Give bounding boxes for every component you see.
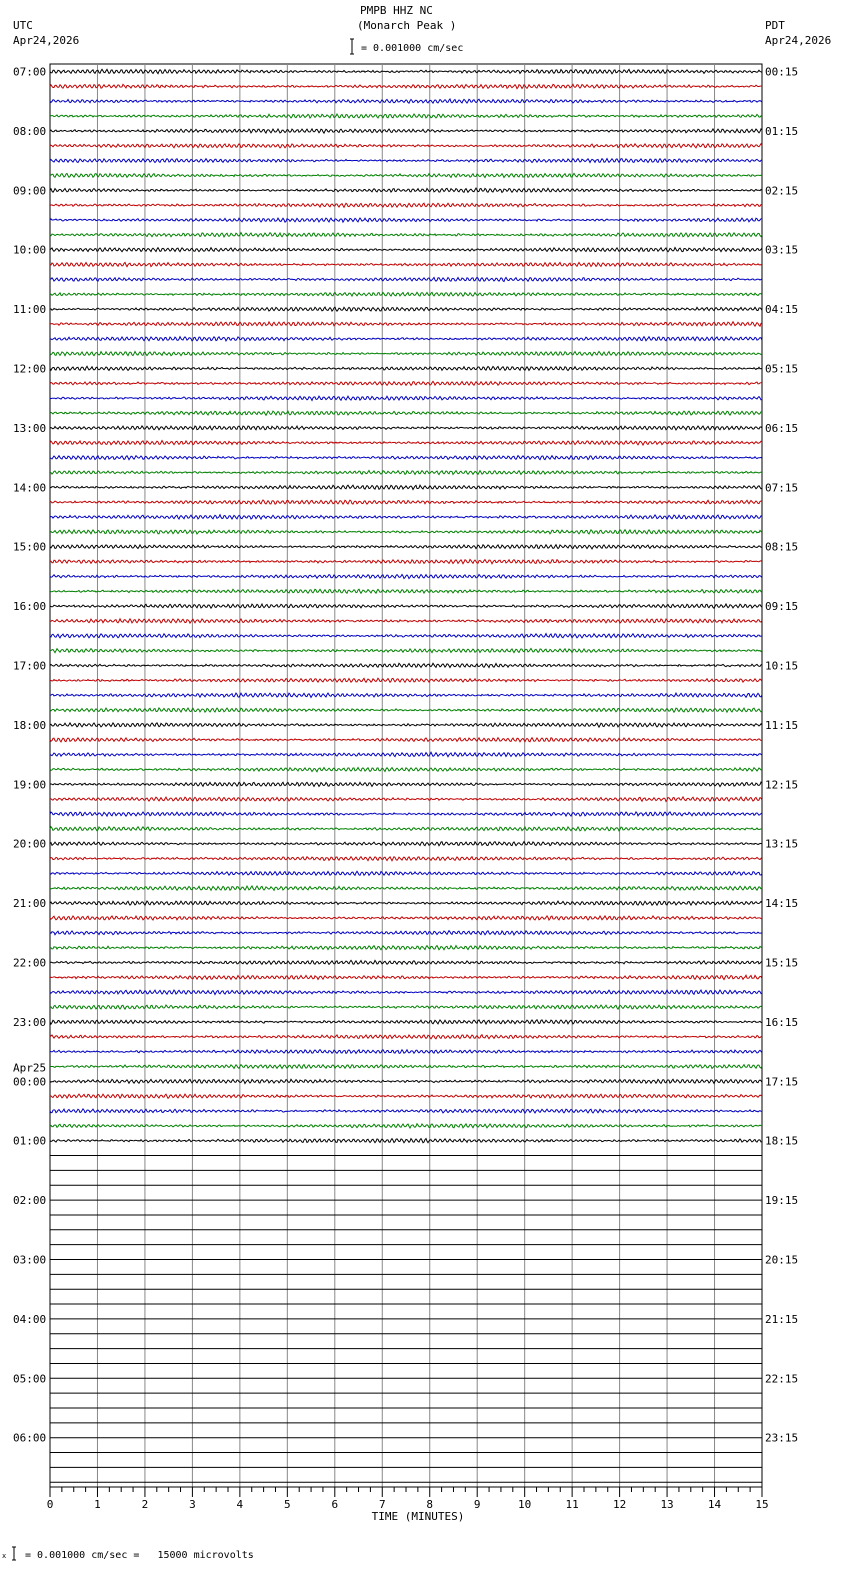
seismic-trace [50, 559, 762, 563]
station-title: PMPB HHZ NC [360, 4, 433, 17]
seismic-trace [50, 857, 762, 861]
pdt-hour-label: 11:15 [765, 718, 799, 732]
utc-hour-label: 06:00 [13, 1431, 47, 1445]
seismic-trace [50, 248, 762, 252]
utc-hour-label: 18:00 [13, 718, 47, 732]
footer-prefix: x [2, 1552, 7, 1560]
seismic-trace [50, 515, 762, 520]
seismic-trace [50, 322, 762, 326]
seismic-trace [50, 426, 762, 430]
pdt-hour-label: 20:15 [765, 1253, 799, 1267]
seismic-trace [50, 931, 762, 935]
pdt-hour-label: 05:15 [765, 362, 799, 376]
x-tick-label: 7 [378, 1498, 386, 1511]
seismic-trace [50, 812, 762, 816]
seismic-trace [50, 366, 762, 370]
x-tick-label: 3 [189, 1498, 196, 1511]
seismic-trace [50, 411, 762, 415]
seismic-trace [50, 530, 762, 534]
seismic-trace [50, 990, 762, 995]
seismic-trace [50, 292, 762, 296]
seismic-trace [50, 396, 762, 400]
x-tick-label: 13 [660, 1498, 674, 1511]
utc-hour-label: 09:00 [13, 184, 47, 198]
seismic-trace [50, 307, 762, 311]
seismic-trace [50, 1079, 762, 1083]
pdt-hour-label: 15:15 [765, 956, 799, 970]
seismic-trace [50, 159, 762, 163]
utc-hour-label: 08:00 [13, 124, 47, 138]
utc-hour-label: 14:00 [13, 481, 47, 495]
x-tick-label: 8 [426, 1498, 434, 1511]
seismic-trace [50, 619, 762, 623]
seismic-trace [50, 129, 762, 133]
utc-hour-label: 05:00 [13, 1372, 47, 1386]
pdt-hour-label: 21:15 [765, 1312, 799, 1326]
seismic-trace [50, 975, 762, 979]
seismic-trace [50, 871, 762, 875]
seismic-trace [50, 277, 762, 281]
utc-hour-label: 23:00 [13, 1015, 47, 1029]
left-timezone: UTC [13, 19, 33, 32]
x-tick-label: 2 [141, 1498, 149, 1511]
pdt-hour-label: 01:15 [765, 124, 799, 138]
seismic-trace [50, 946, 762, 950]
seismic-trace [50, 901, 762, 905]
utc-hour-label: 03:00 [13, 1253, 47, 1267]
utc-hour-label: 04:00 [13, 1312, 47, 1326]
seismic-trace [50, 188, 762, 192]
seismic-trace [50, 173, 762, 177]
pdt-hour-label: 08:15 [765, 540, 799, 554]
pdt-hour-label: 02:15 [765, 184, 799, 198]
pdt-hour-label: 07:15 [765, 481, 799, 495]
seismic-trace [50, 352, 762, 356]
seismic-trace [50, 84, 762, 88]
seismic-trace [50, 233, 762, 237]
seismic-trace [50, 738, 762, 742]
seismic-trace [50, 1109, 762, 1113]
right-timezone: PDT [765, 19, 785, 32]
pdt-hour-label: 13:15 [765, 837, 799, 851]
utc-hour-label: 00:00 [13, 1075, 47, 1089]
seismic-trace [50, 337, 762, 341]
seismic-trace [50, 723, 762, 727]
seismic-trace [50, 456, 762, 460]
seismic-trace [50, 1035, 762, 1039]
seismic-trace [50, 708, 762, 712]
seismic-trace [50, 782, 762, 786]
utc-hour-label: 12:00 [13, 362, 47, 376]
seismic-trace [50, 589, 762, 593]
seismic-trace [50, 1020, 762, 1024]
seismic-trace [50, 1050, 762, 1054]
seismic-trace [50, 381, 762, 385]
x-tick-label: 15 [755, 1498, 769, 1511]
pdt-hour-label: 04:15 [765, 303, 799, 317]
utc-hour-label: 20:00 [13, 837, 47, 851]
station-location: (Monarch Peak ) [357, 19, 457, 32]
utc-hour-label: 19:00 [13, 778, 47, 792]
left-date: Apr24,2026 [13, 34, 80, 47]
utc-hour-label: 01:00 [13, 1134, 47, 1148]
seismic-trace [50, 827, 762, 831]
pdt-hour-label: 10:15 [765, 659, 799, 673]
pdt-hour-label: 17:15 [765, 1075, 799, 1089]
seismic-trace [50, 441, 762, 445]
pdt-hour-label: 09:15 [765, 600, 799, 614]
x-tick-label: 14 [707, 1498, 722, 1511]
utc-hour-label: 11:00 [13, 303, 47, 317]
seismic-trace [50, 842, 762, 846]
x-tick-label: 5 [284, 1498, 291, 1511]
seismic-trace [50, 678, 762, 682]
seismic-trace [50, 218, 762, 222]
x-tick-label: 6 [331, 1498, 339, 1511]
pdt-hour-label: 16:15 [765, 1015, 799, 1029]
seismic-trace [50, 99, 762, 103]
pdt-hour-label: 23:15 [765, 1431, 799, 1445]
seismic-trace [50, 752, 762, 756]
x-tick-label: 11 [565, 1498, 579, 1511]
seismic-trace [50, 768, 762, 772]
x-tick-label: 4 [236, 1498, 244, 1511]
seismic-trace [50, 634, 762, 638]
seismic-trace [50, 203, 762, 207]
utc-hour-label: 02:00 [13, 1194, 47, 1208]
seismic-trace [50, 1065, 762, 1069]
x-tick-label: 10 [518, 1498, 532, 1511]
pdt-hour-label: 03:15 [765, 243, 799, 257]
x-axis-label: TIME (MINUTES) [371, 1510, 465, 1523]
seismic-trace [50, 1094, 762, 1098]
utc-hour-label: 16:00 [13, 600, 47, 614]
seismic-trace [50, 545, 762, 549]
pdt-hour-label: 22:15 [765, 1372, 799, 1386]
x-tick-label: 9 [473, 1498, 481, 1511]
seismic-trace [50, 144, 762, 148]
seismic-trace [50, 960, 762, 964]
seismic-trace [50, 1005, 762, 1009]
seismic-trace [50, 262, 762, 266]
seismic-trace [50, 797, 762, 802]
pdt-hour-label: 06:15 [765, 421, 799, 435]
seismic-trace [50, 648, 762, 652]
seismic-trace [50, 886, 762, 890]
pdt-hour-label: 14:15 [765, 897, 799, 911]
seismic-trace [50, 69, 762, 73]
pdt-hour-label: 12:15 [765, 778, 799, 792]
pdt-hour-label: 19:15 [765, 1194, 799, 1208]
seismic-trace [50, 693, 762, 697]
utc-hour-label: 17:00 [13, 659, 47, 673]
utc-hour-label: 07:00 [13, 65, 47, 79]
seismic-trace [50, 114, 762, 118]
scale-text: = 0.001000 cm/sec [361, 43, 464, 54]
x-tick-label: 0 [46, 1498, 54, 1511]
seismic-trace [50, 500, 762, 504]
seismic-trace [50, 471, 762, 475]
pdt-hour-label: 00:15 [765, 65, 799, 79]
seismic-trace [50, 604, 762, 608]
pdt-hour-label: 18:15 [765, 1134, 799, 1148]
utc-hour-label: 21:00 [13, 897, 47, 911]
date-change-label: Apr25 [13, 1061, 47, 1075]
seismic-trace [50, 1124, 762, 1128]
utc-hour-label: 15:00 [13, 540, 47, 554]
utc-hour-label: 22:00 [13, 956, 47, 970]
seismic-trace [50, 485, 762, 489]
x-tick-label: 1 [94, 1498, 101, 1511]
seismic-trace [50, 575, 762, 579]
footer-scale-text: = 0.001000 cm/sec = 15000 microvolts [25, 1550, 254, 1561]
seismic-trace [50, 663, 762, 667]
utc-hour-label: 13:00 [13, 421, 47, 435]
x-tick-label: 12 [612, 1498, 627, 1511]
seismic-trace [50, 1139, 762, 1143]
right-date: Apr24,2026 [765, 34, 832, 47]
utc-hour-label: 10:00 [13, 243, 47, 257]
seismic-trace [50, 916, 762, 920]
plot-frame [50, 64, 762, 1487]
